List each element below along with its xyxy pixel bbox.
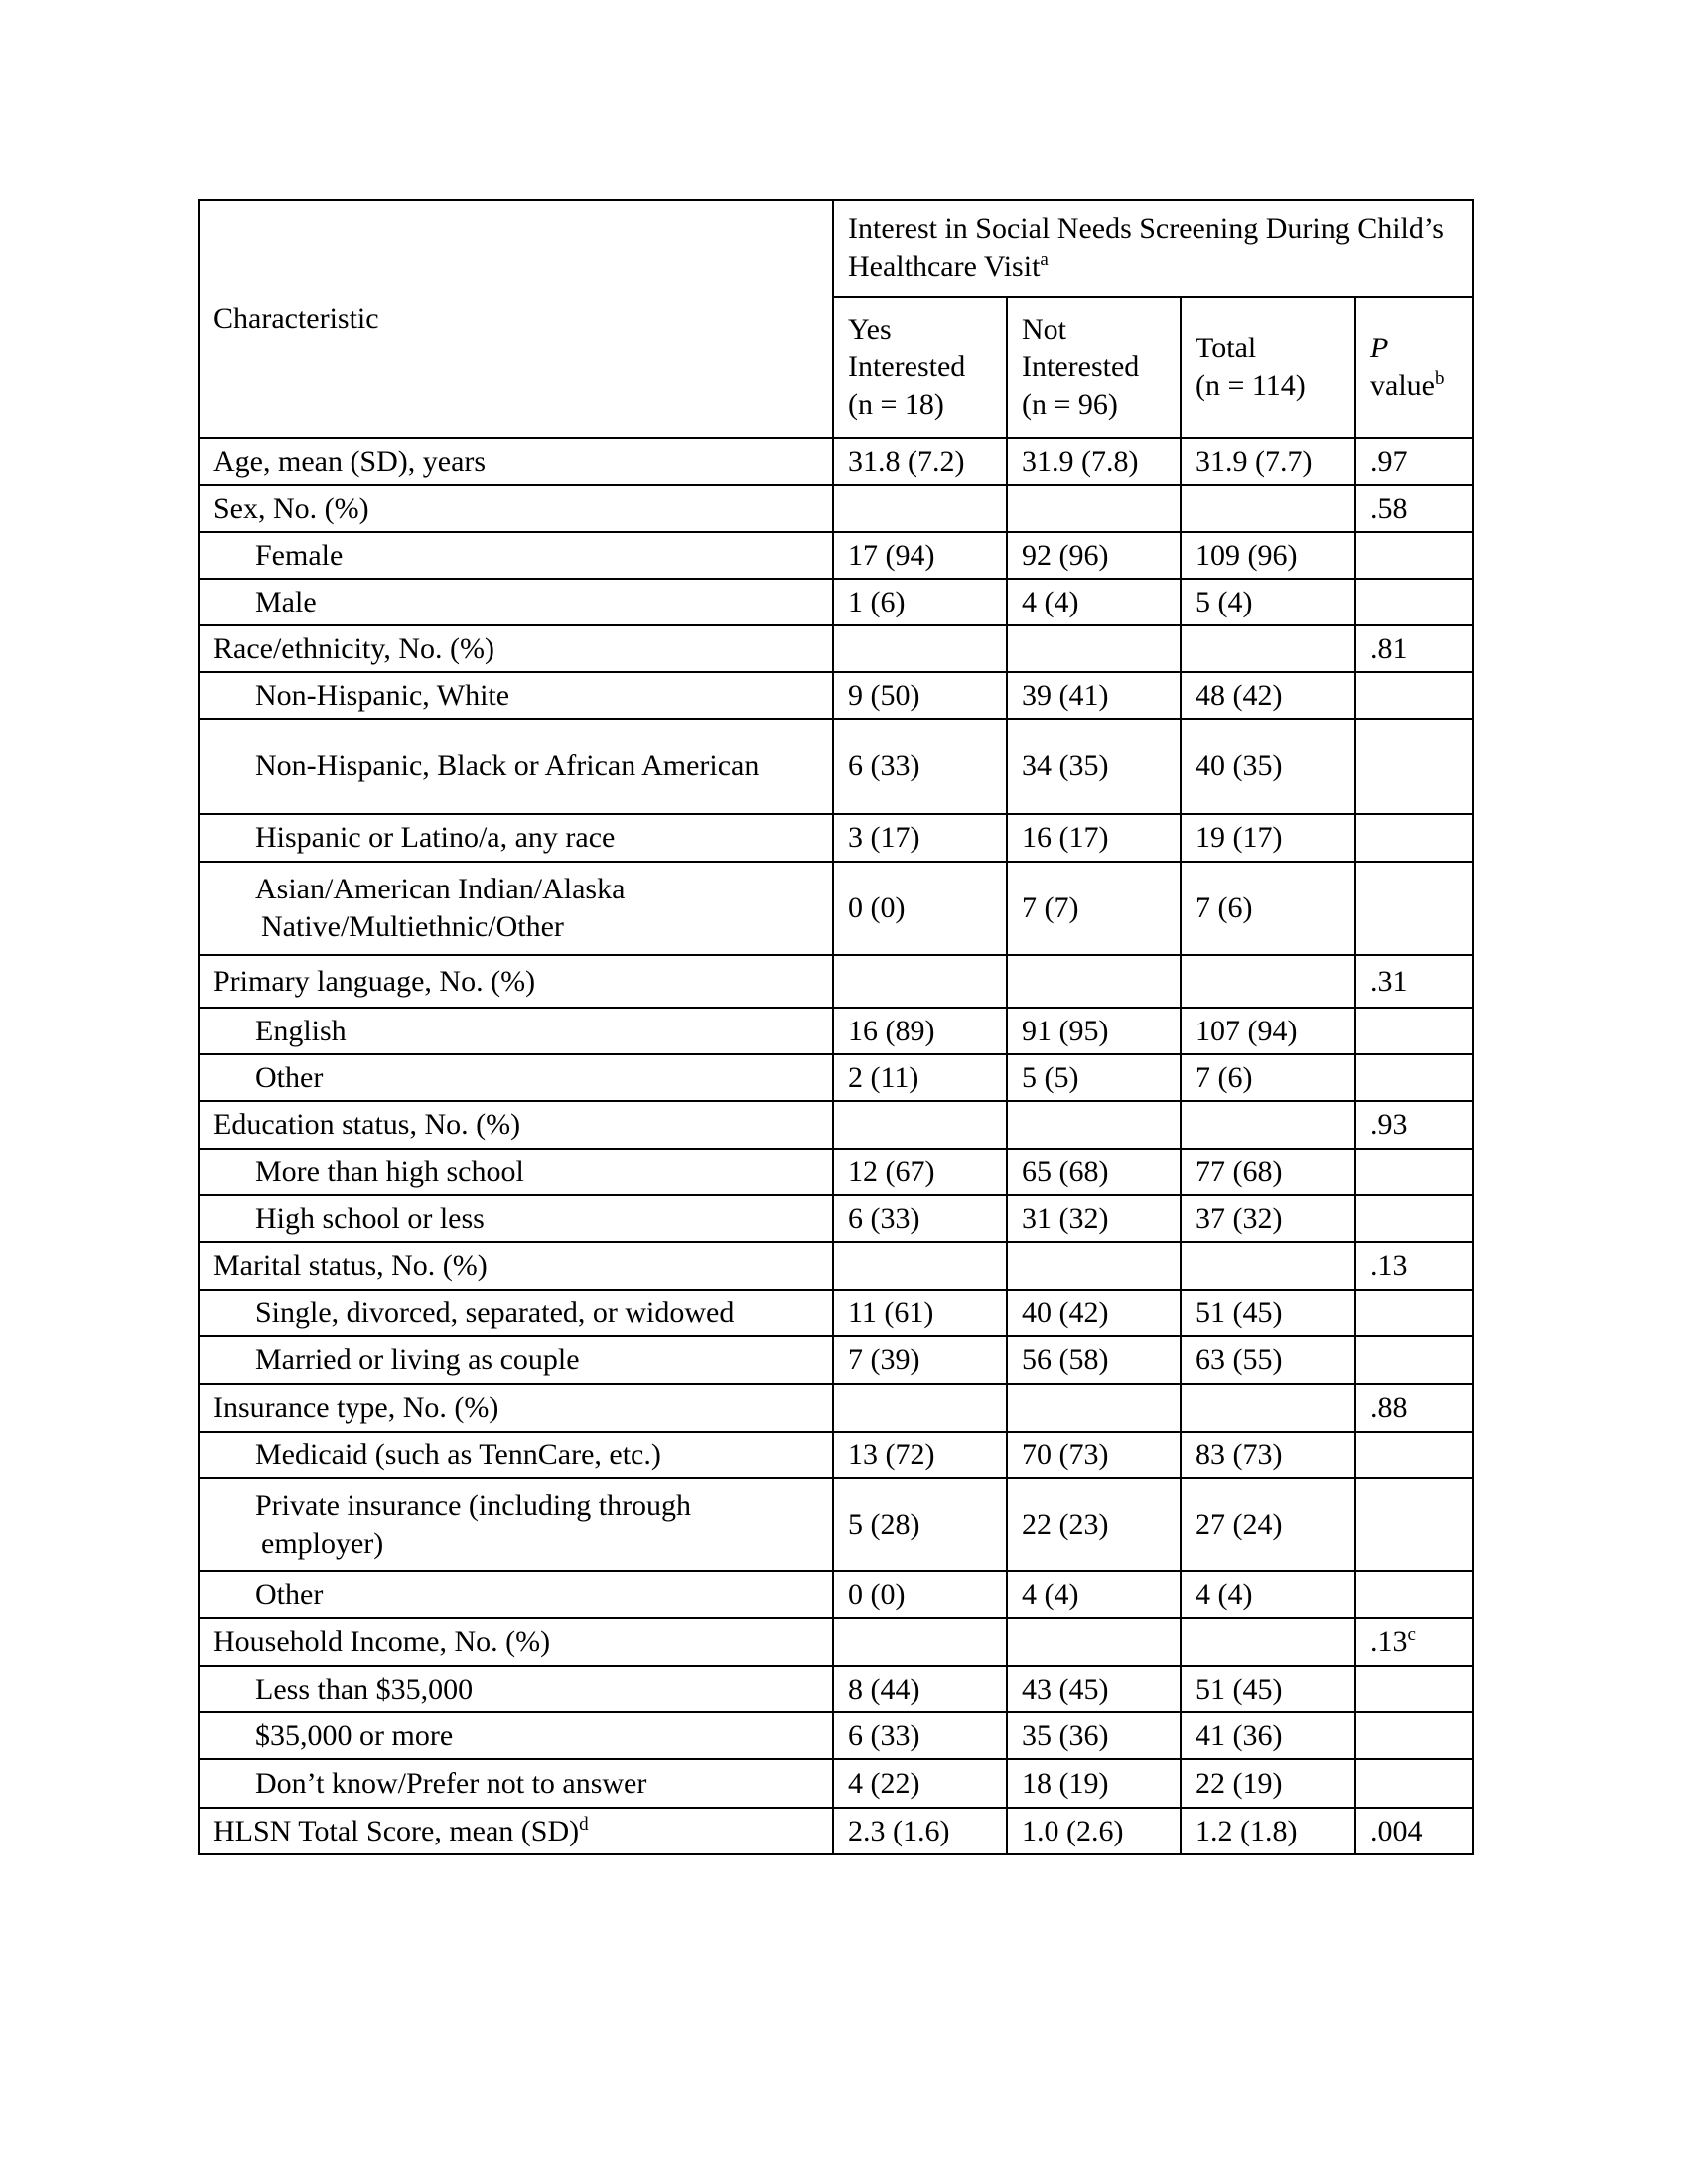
cell-not-interested [1007,625,1181,672]
table-row [199,1195,1473,1242]
cell-not-interested: 4 (4) [1007,1571,1181,1618]
cell-yes-interested: 1 (6) [833,579,1007,625]
cell-p-value [1355,814,1473,862]
cell-total [1181,625,1355,672]
row-label: Married or living as couple [199,1336,833,1384]
cell-total: 63 (55) [1181,1336,1355,1384]
characteristics-table [198,199,1474,1855]
cell-not-interested [1007,1618,1181,1666]
cell-not-interested: 92 (96) [1007,532,1181,579]
row-label: Non-Hispanic, Black or African American [199,719,833,814]
cell-not-interested: 65 (68) [1007,1149,1181,1195]
table-row [199,1008,1473,1054]
row-label: English [199,1008,833,1054]
table-row [199,1242,1473,1290]
cell-total [1181,1384,1355,1432]
cell-not-interested: 7 (7) [1007,862,1181,955]
row-label: Household Income, No. (%) [199,1618,833,1666]
cell-p-value [1355,1054,1473,1101]
cell-p-value [1355,719,1473,814]
cell-yes-interested [833,1101,1007,1149]
cell-yes-interested: 5 (28) [833,1478,1007,1571]
cell-not-interested: 91 (95) [1007,1008,1181,1054]
table-row [199,1054,1473,1101]
cell-p-value: .93 [1355,1101,1473,1149]
cell-yes-interested: 9 (50) [833,672,1007,719]
cell-p-value [1355,1195,1473,1242]
row-label: Medicaid (such as TennCare, etc.) [199,1432,833,1478]
row-label: Insurance type, No. (%) [199,1384,833,1432]
row-label: HLSN Total Score, mean (SD)$^d$ [199,1808,833,1854]
cell-p-value: .58 [1355,485,1473,532]
cell-p-value: .004 [1355,1808,1473,1854]
table-row [199,1432,1473,1478]
cell-not-interested: 16 (17) [1007,814,1181,862]
cell-not-interested: 31 (32) [1007,1195,1181,1242]
cell-not-interested: 34 (35) [1007,719,1181,814]
cell-total: 40 (35) [1181,719,1355,814]
header-yes-interested: Yes Interested (n = 18) [833,297,1007,438]
row-label: More than high school [199,1149,833,1195]
cell-total: 31.9 (7.7) [1181,438,1355,485]
cell-p-value [1355,1290,1473,1336]
row-label: Private insurance (including through employer) [199,1478,833,1571]
table-row [199,532,1473,579]
cell-yes-interested: 6 (33) [833,1712,1007,1759]
cell-p-value [1355,1336,1473,1384]
cell-not-interested: 43 (45) [1007,1666,1181,1712]
cell-total: 4 (4) [1181,1571,1355,1618]
row-label: Non-Hispanic, White [199,672,833,719]
row-label: Male [199,579,833,625]
footnote-marker-d: d [579,1813,589,1835]
cell-yes-interested: 31.8 (7.2) [833,438,1007,485]
cell-p-value: .97 [1355,438,1473,485]
cell-p-value: .13$^c$ [1355,1618,1473,1666]
cell-yes-interested: 6 (33) [833,1195,1007,1242]
row-label: $35,000 or more [199,1712,833,1759]
table-row [199,1384,1473,1432]
cell-not-interested: 39 (41) [1007,672,1181,719]
cell-p-value [1355,1008,1473,1054]
cell-total: 5 (4) [1181,579,1355,625]
table-row [199,1712,1473,1759]
cell-yes-interested: 2 (11) [833,1054,1007,1101]
cell-total: 41 (36) [1181,1712,1355,1759]
cell-yes-interested [833,625,1007,672]
cell-not-interested: 18 (19) [1007,1759,1181,1808]
cell-not-interested [1007,1242,1181,1290]
table-row [199,1149,1473,1195]
table-row [199,1759,1473,1808]
cell-total: 7 (6) [1181,1054,1355,1101]
cell-p-value [1355,1432,1473,1478]
cell-total: 83 (73) [1181,1432,1355,1478]
row-label: Asian/American Indian/Alaska Native/Multiethnic/Other [199,862,833,955]
cell-p-value [1355,862,1473,955]
cell-not-interested: 1.0 (2.6) [1007,1808,1181,1854]
cell-not-interested: 31.9 (7.8) [1007,438,1181,485]
cell-p-value [1355,1571,1473,1618]
cell-not-interested [1007,1384,1181,1432]
header-total: Total (n = 114) [1181,297,1355,438]
cell-not-interested: 56 (58) [1007,1336,1181,1384]
cell-yes-interested: 11 (61) [833,1290,1007,1336]
table-row [199,955,1473,1008]
cell-yes-interested: 4 (22) [833,1759,1007,1808]
cell-total: 77 (68) [1181,1149,1355,1195]
table-row [199,1571,1473,1618]
cell-not-interested: 4 (4) [1007,579,1181,625]
footnote-marker-c: c [1407,1624,1416,1645]
header-p-value: P value$^b$ [1355,297,1473,438]
cell-yes-interested: 13 (72) [833,1432,1007,1478]
row-label: Female [199,532,833,579]
cell-total: 22 (19) [1181,1759,1355,1808]
table-row [199,625,1473,672]
cell-p-value [1355,1759,1473,1808]
cell-yes-interested: 7 (39) [833,1336,1007,1384]
header-not-interested: Not Interested (n = 96) [1007,297,1181,438]
cell-yes-interested: 2.3 (1.6) [833,1808,1007,1854]
cell-not-interested: 5 (5) [1007,1054,1181,1101]
header-group-title: Interest in Social Needs Screening During Child’s Healthcare Visit$^a$ [833,200,1473,297]
cell-not-interested: 40 (42) [1007,1290,1181,1336]
table-row [199,1666,1473,1712]
row-label: Marital status, No. (%) [199,1242,833,1290]
cell-not-interested [1007,485,1181,532]
cell-not-interested [1007,955,1181,1008]
cell-total: 1.2 (1.8) [1181,1808,1355,1854]
table-body [199,438,1473,1854]
cell-total: 19 (17) [1181,814,1355,862]
table-row [199,1478,1473,1571]
cell-total: 7 (6) [1181,862,1355,955]
row-label: Don’t know/Prefer not to answer [199,1759,833,1808]
cell-yes-interested: 8 (44) [833,1666,1007,1712]
cell-yes-interested: 16 (89) [833,1008,1007,1054]
row-label: Other [199,1054,833,1101]
table-row [199,1336,1473,1384]
cell-total: 107 (94) [1181,1008,1355,1054]
table-row [199,814,1473,862]
cell-yes-interested [833,1618,1007,1666]
cell-yes-interested [833,1242,1007,1290]
footnote-marker-b: b [1434,368,1445,389]
cell-total: 27 (24) [1181,1478,1355,1571]
cell-yes-interested: 6 (33) [833,719,1007,814]
header-characteristic: Characteristic [199,200,833,438]
cell-not-interested: 22 (23) [1007,1478,1181,1571]
cell-yes-interested: 17 (94) [833,532,1007,579]
row-label: Hispanic or Latino/a, any race [199,814,833,862]
cell-total [1181,1242,1355,1290]
table-row [199,1101,1473,1149]
cell-p-value: .31 [1355,955,1473,1008]
cell-p-value [1355,1666,1473,1712]
cell-total [1181,955,1355,1008]
cell-yes-interested: 3 (17) [833,814,1007,862]
table-row [199,438,1473,485]
table-row [199,1290,1473,1336]
cell-p-value: .13 [1355,1242,1473,1290]
cell-p-value [1355,1149,1473,1195]
row-label: Single, divorced, separated, or widowed [199,1290,833,1336]
cell-yes-interested: 0 (0) [833,1571,1007,1618]
table-row [199,485,1473,532]
cell-p-value [1355,532,1473,579]
cell-not-interested: 70 (73) [1007,1432,1181,1478]
cell-yes-interested: 0 (0) [833,862,1007,955]
cell-total [1181,1618,1355,1666]
table-row [199,579,1473,625]
cell-p-value [1355,1712,1473,1759]
table-row [199,672,1473,719]
cell-not-interested [1007,1101,1181,1149]
table-header [199,200,1473,438]
cell-total: 109 (96) [1181,532,1355,579]
cell-yes-interested: 12 (67) [833,1149,1007,1195]
cell-p-value: .88 [1355,1384,1473,1432]
cell-total: 48 (42) [1181,672,1355,719]
row-label: Sex, No. (%) [199,485,833,532]
cell-total [1181,1101,1355,1149]
table-row [199,862,1473,955]
cell-yes-interested [833,485,1007,532]
row-label: Age, mean (SD), years [199,438,833,485]
cell-p-value [1355,1478,1473,1571]
row-label: Less than $35,000 [199,1666,833,1712]
row-label: Primary language, No. (%) [199,955,833,1008]
footnote-marker-a: a [1040,249,1049,270]
row-label: Race/ethnicity, No. (%) [199,625,833,672]
cell-p-value [1355,579,1473,625]
cell-total: 51 (45) [1181,1290,1355,1336]
cell-p-value [1355,672,1473,719]
row-label: High school or less [199,1195,833,1242]
table-row [199,1618,1473,1666]
cell-yes-interested [833,955,1007,1008]
cell-total: 37 (32) [1181,1195,1355,1242]
cell-p-value: .81 [1355,625,1473,672]
cell-total [1181,485,1355,532]
table-row [199,719,1473,814]
cell-not-interested: 35 (36) [1007,1712,1181,1759]
row-label: Other [199,1571,833,1618]
cell-yes-interested [833,1384,1007,1432]
table-row [199,1808,1473,1854]
row-label: Education status, No. (%) [199,1101,833,1149]
cell-total: 51 (45) [1181,1666,1355,1712]
